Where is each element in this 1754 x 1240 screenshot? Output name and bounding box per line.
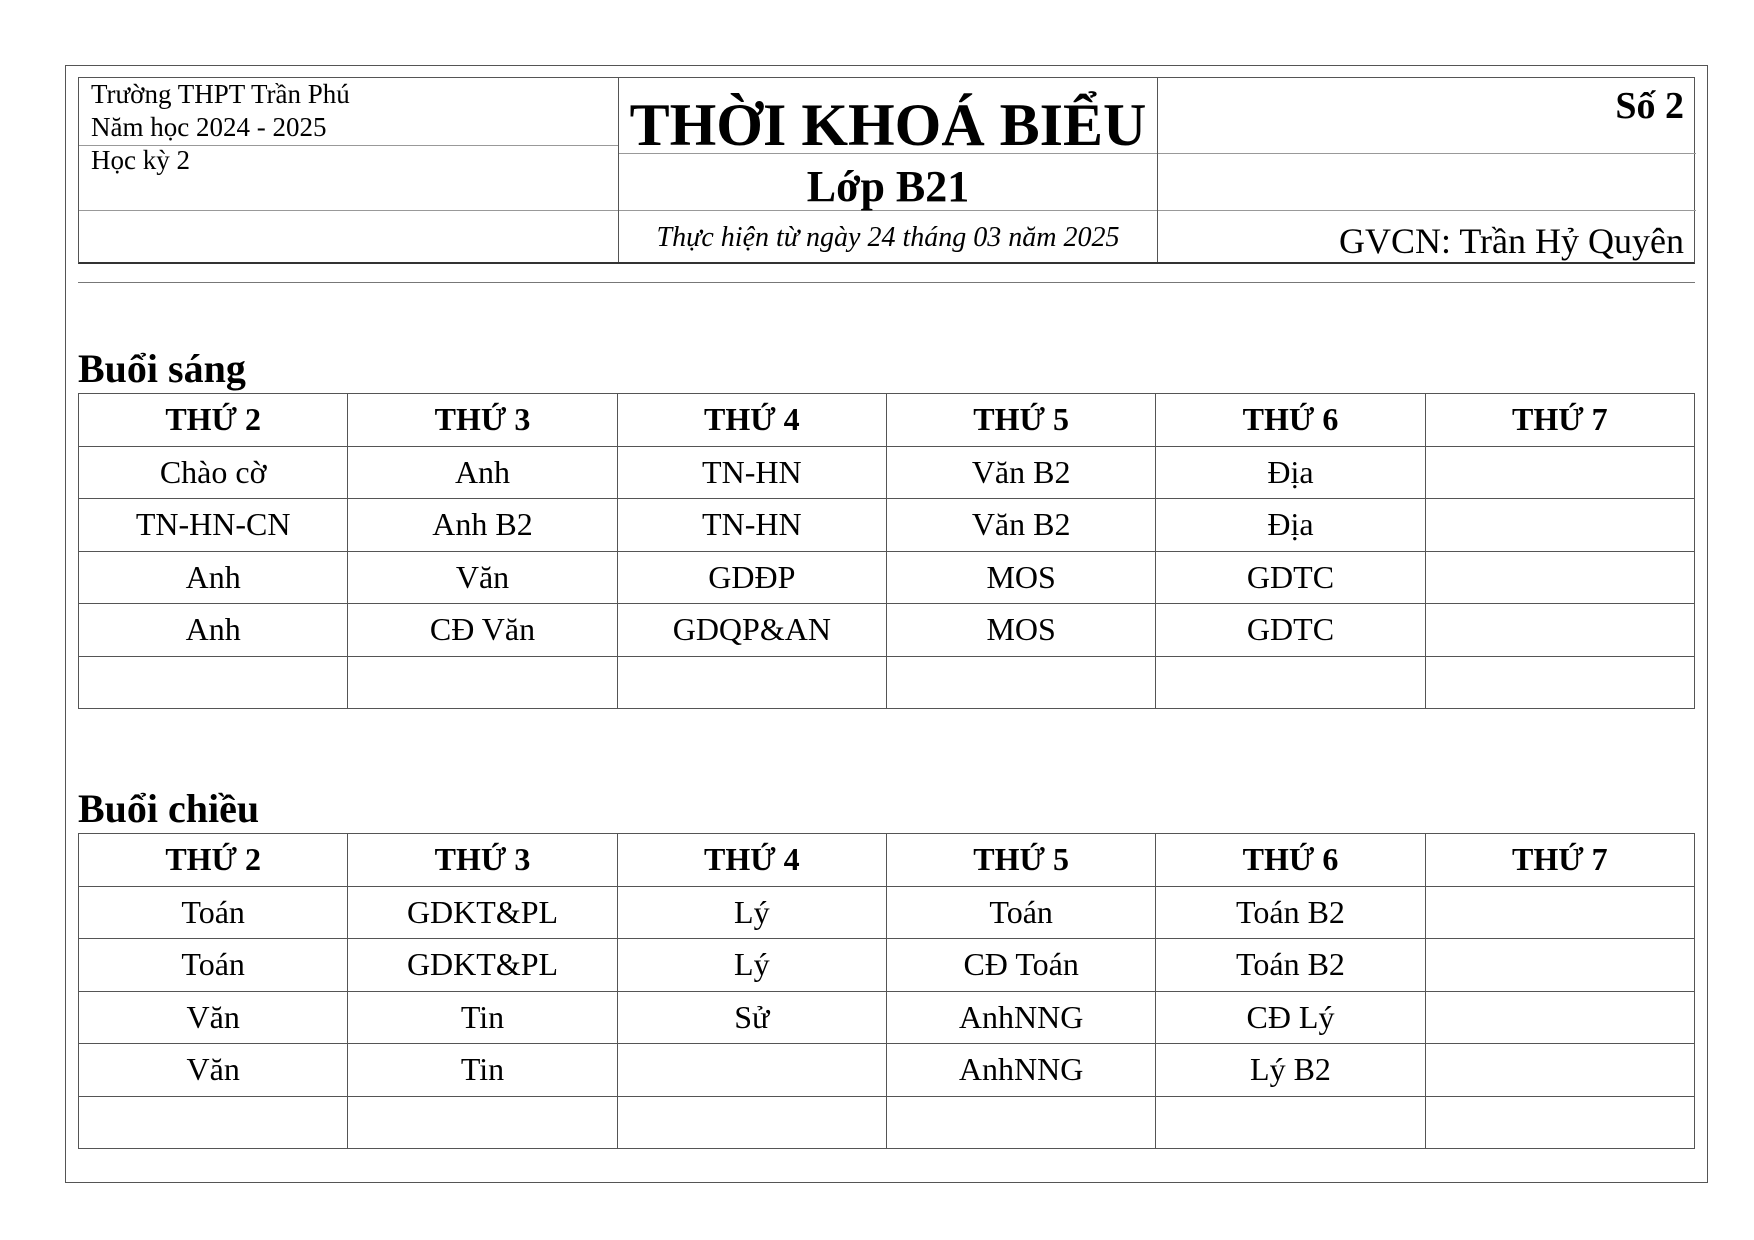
subject-cell: CĐ Văn: [348, 604, 617, 657]
subject-cell: Văn B2: [886, 499, 1155, 552]
table-header-row: [79, 834, 1695, 887]
subject-cell: Lý B2: [1156, 1044, 1425, 1097]
subject-cell: GDKT&PL: [348, 886, 617, 939]
table-row: [79, 551, 1695, 604]
subject-cell: Anh B2: [348, 499, 617, 552]
day-header: THỨ 3: [348, 394, 617, 447]
subject-cell: Địa: [1156, 446, 1425, 499]
subject-cell: [1425, 1044, 1694, 1097]
subject-cell: [79, 1096, 348, 1149]
subject-cell: TN-HN: [617, 499, 886, 552]
subject-cell: [1425, 656, 1694, 709]
subject-cell: CĐ Toán: [886, 939, 1155, 992]
table-row: [79, 939, 1695, 992]
day-header: THỨ 5: [886, 834, 1155, 887]
table-row: [79, 656, 1695, 709]
subject-cell: Văn: [79, 1044, 348, 1097]
subject-cell: [617, 1096, 886, 1149]
day-header: THỨ 6: [1156, 834, 1425, 887]
subject-cell: Lý: [617, 886, 886, 939]
homeroom-teacher: GVCN: Trần Hỷ Quyên: [1338, 221, 1684, 261]
doc-number: Số 2: [1615, 85, 1684, 127]
subject-cell: [1425, 499, 1694, 552]
day-header: THỨ 4: [617, 394, 886, 447]
header-separator: [78, 282, 1695, 283]
subject-cell: Tin: [348, 1044, 617, 1097]
subject-cell: [1425, 886, 1694, 939]
subject-cell: MOS: [886, 604, 1155, 657]
table-row: [79, 1044, 1695, 1097]
subject-cell: Toán: [79, 886, 348, 939]
subject-cell: Anh: [348, 446, 617, 499]
subject-cell: [1425, 991, 1694, 1044]
subject-cell: [886, 1096, 1155, 1149]
subject-cell: [1425, 1096, 1694, 1149]
subject-cell: Tin: [348, 991, 617, 1044]
subject-cell: AnhNNG: [886, 991, 1155, 1044]
day-header: THỨ 7: [1425, 834, 1694, 887]
day-header: THỨ 4: [617, 834, 886, 887]
subject-cell: MOS: [886, 551, 1155, 604]
subject-cell: GDTC: [1156, 551, 1425, 604]
table-row: [79, 499, 1695, 552]
subject-cell: [348, 656, 617, 709]
school-year: Năm học 2024 - 2025: [91, 112, 327, 142]
day-header: THỨ 2: [79, 834, 348, 887]
subject-cell: Văn: [348, 551, 617, 604]
day-header: THỨ 6: [1156, 394, 1425, 447]
subject-cell: [617, 1044, 886, 1097]
subject-cell: Lý: [617, 939, 886, 992]
subject-cell: Địa: [1156, 499, 1425, 552]
subject-cell: Toán B2: [1156, 886, 1425, 939]
table-row: [79, 886, 1695, 939]
subject-cell: [1425, 604, 1694, 657]
subject-cell: GDQP&AN: [617, 604, 886, 657]
subject-cell: TN-HN: [617, 446, 886, 499]
subject-cell: Anh: [79, 551, 348, 604]
table-row: [79, 604, 1695, 657]
day-header: THỨ 7: [1425, 394, 1694, 447]
afternoon-timetable: [78, 833, 1695, 1149]
subject-cell: GDĐP: [617, 551, 886, 604]
subject-cell: [79, 656, 348, 709]
school-name: Trường THPT Trần Phú: [91, 79, 350, 109]
subject-cell: Anh: [79, 604, 348, 657]
subject-cell: CĐ Lý: [1156, 991, 1425, 1044]
subject-cell: Chào cờ: [79, 446, 348, 499]
class-name: Lớp B21: [806, 162, 970, 211]
page-title: THỜI KHOÁ BIỂU: [629, 92, 1147, 158]
afternoon-title: Buổi chiều: [78, 786, 260, 831]
document-header: [78, 77, 1695, 264]
day-header: THỨ 5: [886, 394, 1155, 447]
day-header: THỨ 2: [79, 394, 348, 447]
subject-cell: Toán B2: [1156, 939, 1425, 992]
morning-timetable: [78, 393, 1695, 709]
subject-cell: [617, 656, 886, 709]
subject-cell: [348, 1096, 617, 1149]
effective-date: Thực hiện từ ngày 24 tháng 03 năm 2025: [656, 222, 1120, 253]
subject-cell: [1425, 939, 1694, 992]
doc-info-cell: [1158, 78, 1696, 262]
table-row: [79, 1096, 1695, 1149]
title-cell: [618, 78, 1158, 262]
subject-cell: Văn B2: [886, 446, 1155, 499]
subject-cell: [1425, 551, 1694, 604]
subject-cell: [1425, 446, 1694, 499]
subject-cell: Sử: [617, 991, 886, 1044]
subject-cell: [1156, 656, 1425, 709]
subject-cell: Văn: [79, 991, 348, 1044]
school-info-cell: [79, 78, 618, 262]
subject-cell: [886, 656, 1155, 709]
subject-cell: Toán: [886, 886, 1155, 939]
subject-cell: TN-HN-CN: [79, 499, 348, 552]
subject-cell: GDKT&PL: [348, 939, 617, 992]
school-info: [91, 78, 350, 177]
table-row: [79, 446, 1695, 499]
morning-title: Buổi sáng: [78, 346, 246, 391]
subject-cell: [1156, 1096, 1425, 1149]
subject-cell: GDTC: [1156, 604, 1425, 657]
subject-cell: AnhNNG: [886, 1044, 1155, 1097]
table-row: [79, 991, 1695, 1044]
table-header-row: [79, 394, 1695, 447]
day-header: THỨ 3: [348, 834, 617, 887]
subject-cell: Toán: [79, 939, 348, 992]
semester: Học kỳ 2: [91, 145, 190, 175]
